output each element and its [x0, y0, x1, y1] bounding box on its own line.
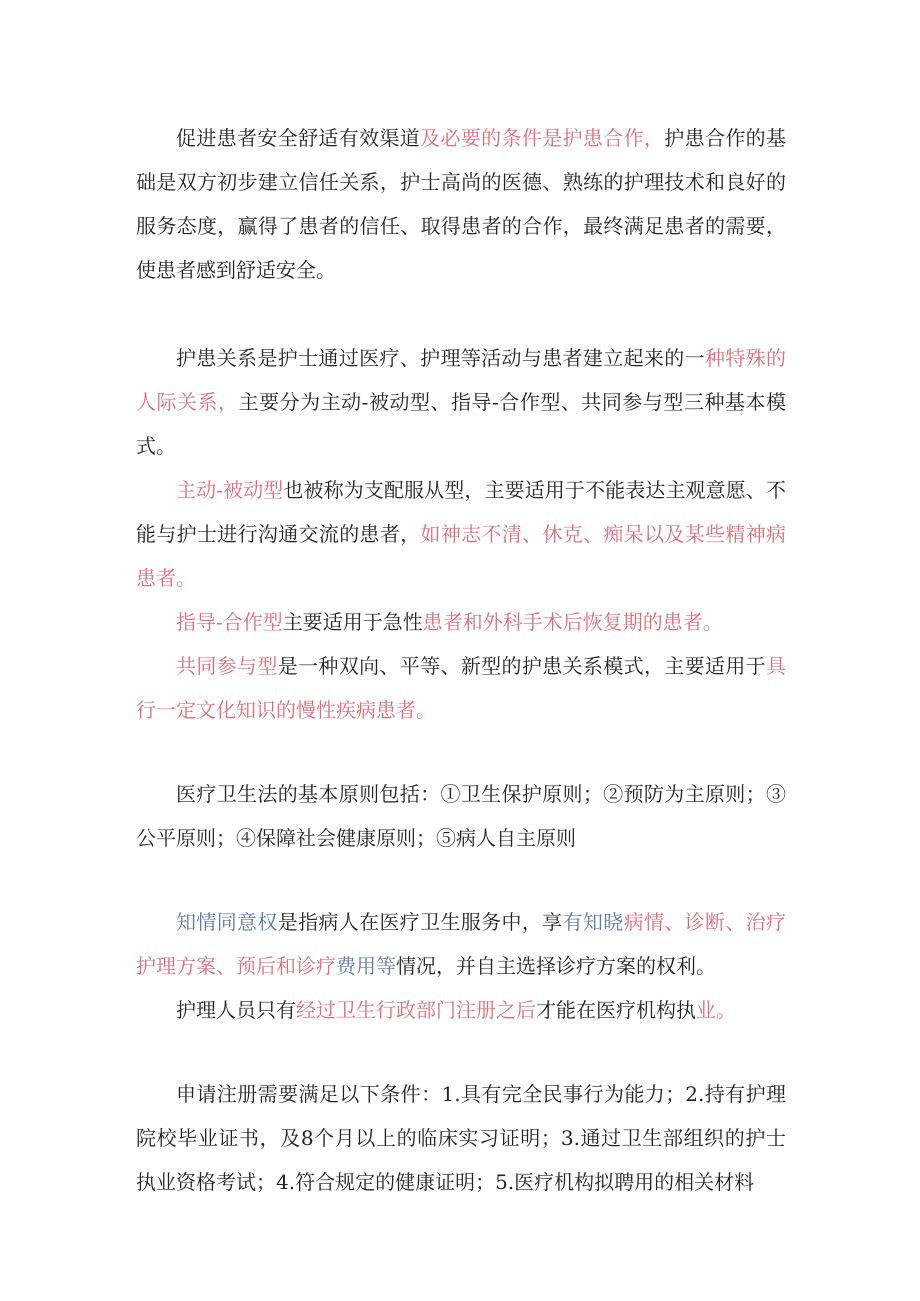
paragraph-gap	[136, 292, 786, 336]
highlight-span: 经过卫生行政部门注册之后	[296, 998, 536, 1022]
paragraph-gap	[136, 732, 786, 772]
text-span: 情况，并自主选择诊疗方案的权利。	[396, 954, 716, 978]
highlight-span: 主动-被动型	[176, 478, 284, 502]
paragraph-health-law-principles	[136, 772, 786, 860]
paragraph-active-passive-model	[136, 468, 786, 600]
paragraph-nurse-patient-relationship	[136, 336, 786, 468]
highlight-span: 有知晓	[562, 910, 624, 934]
paragraph-registration-conditions	[136, 1072, 786, 1204]
text-span: 是指病人在医疗卫生服务中，享	[277, 910, 563, 934]
highlight-span: 病情、诊断、治疗护理方案、预后和诊疗	[136, 910, 787, 978]
text-span: 才能在医疗机构执	[536, 998, 696, 1022]
text-span: 是一种双向、平等、新型的护患关系模式，主要适用于	[277, 654, 767, 678]
highlight-span: 知情同意权	[176, 910, 278, 934]
highlight-span: 具行一定文化知识的慢性疾病患者。	[136, 654, 787, 722]
paragraph-gap	[136, 1032, 786, 1072]
text-span: 主要适用于急性	[282, 610, 423, 634]
highlight-span: 指导-合作型	[176, 610, 283, 634]
highlight-span: 费用等	[336, 954, 396, 978]
text-span: 主要分为主动-被动型、指导-合作型、共同参与型三种基本模式。	[136, 390, 787, 458]
highlight-span: 如神志不清、休克、痴呆以及某些精神病患者。	[136, 522, 787, 590]
highlight-span: 共同参与型	[176, 654, 278, 678]
text-span: 也被称为支配服从型，主要适用于不能表达主观意愿、不能与护士进行沟通交流的患者，	[136, 478, 786, 546]
highlight-span: 业。	[696, 998, 736, 1022]
text-span: 促进患者安全舒适有效渠道	[176, 126, 421, 150]
document-page	[136, 116, 786, 1204]
paragraph-nurse-patient-cooperation	[136, 116, 786, 292]
paragraph-informed-consent	[136, 900, 786, 988]
highlight-span: 种特殊的人际关系，	[136, 346, 787, 414]
paragraph-guidance-cooperation-model	[136, 600, 786, 644]
text-span: 护理人员只有	[176, 998, 296, 1022]
paragraph-mutual-participation-model	[136, 644, 786, 732]
text-span: 申请注册需要满足以下条件：1.具有完全民事行为能力；2.持有护理院校毕业证书，及8个月以上的临床实习证明；3.通过卫生部组织的护士执业资格考试；4.符合规定的健康证明；5.医疗机构拟聘用的相关材料	[136, 1082, 786, 1194]
text-span: 护患合作的基础是双方初步建立信任关系，护士高尚的医德、熟练的护理技术和良好的服务态度，赢得了患者的信任、取得患者的合作，最终满足患者的需要，使患者感到舒适安全。	[136, 126, 787, 282]
highlight-span: 及必要的条件是护患合作，	[420, 126, 665, 150]
paragraph-registration-requirement	[136, 988, 786, 1032]
text-span: 护患关系是护士通过医疗、护理等活动与患者建立起来的一	[176, 346, 705, 370]
text-span: 医疗卫生法的基本原则包括：①卫生保护原则；②预防为主原则；③公平原则；④保障社会健康原则；⑤病人自主原则	[136, 782, 786, 850]
paragraph-gap	[136, 860, 786, 900]
highlight-span: 患者和外科手术后恢复期的患者。	[422, 610, 723, 634]
